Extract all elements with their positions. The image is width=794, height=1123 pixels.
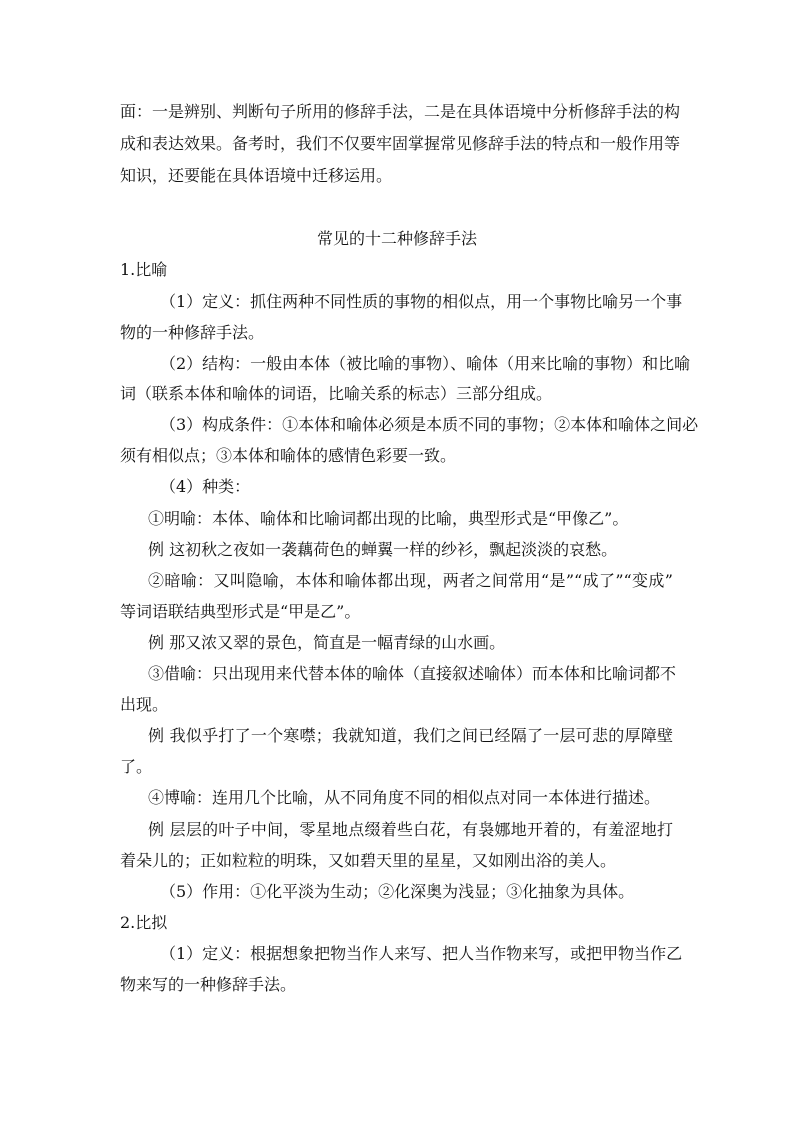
intro-line-1: 面：一是辨别、判断句子所用的修辞手法，二是在具体语境中分析修辞手法的构 [120, 102, 681, 121]
personification-definition-line-2: 物来写的一种修辞手法。 [120, 975, 297, 994]
effect-line: （5）作用：①化平淡为生动；②化深奥为浅显；③化抽象为具体。 [160, 882, 635, 901]
section-title: 常见的十二种修辞手法 [316, 229, 477, 248]
structure-line-1: （2）结构：一般由本体（被比喻的事物）、喻体（用来比喻的事物）和比喻 [160, 354, 691, 373]
personification-definition-line-1: （1）定义：根据想象把物当作人来写、把人当作物来写，或把甲物当作乙 [160, 944, 683, 963]
simile-definition: ①明喻：本体、喻体和比喻词都出现的比喻，典型形式是“甲像乙”。 [148, 509, 629, 528]
metonymy-line-2: 出现。 [120, 695, 169, 714]
metonymy-line-1: ③借喻：只出现用来代替本体的喻体（直接叙述喻体）而本体和比喻词都不 [148, 664, 677, 683]
metaphor-line-1: ②暗喻：又叫隐喻，本体和喻体都出现，两者之间常用“是”“成了”“变成” [148, 571, 673, 590]
intro-line-2: 成和表达效果。备考时，我们不仅要牢固掌握常见修辞手法的特点和一般作用等 [120, 134, 681, 153]
metonymy-example-line-1: 例 我似乎打了一个寒噤；我就知道，我们之间已经隔了一层可悲的厚障壁 [148, 726, 673, 745]
section-heading-personification: 2.比拟 [120, 913, 168, 932]
metaphor-line-2: 等词语联结典型形式是“甲是乙”。 [120, 602, 361, 621]
definition-line-2: 物的一种修辞手法。 [120, 323, 265, 342]
definition-line-1: （1）定义：抓住两种不同性质的事物的相似点，用一个事物比喻另一个事 [160, 292, 683, 311]
types-heading: （4）种类： [160, 477, 251, 496]
extended-metaphor-definition: ④博喻：连用几个比喻，从不同角度不同的相似点对同一本体进行描述。 [148, 788, 661, 807]
intro-line-3: 知识，还要能在具体语境中迁移运用。 [120, 166, 393, 185]
conditions-line-2: 须有相似点；③本体和喻体的感情色彩要一致。 [120, 446, 457, 465]
conditions-line-1: （3）构成条件：①本体和喻体必须是本质不同的事物；②本体和喻体之间必 [160, 415, 699, 434]
simile-example: 例 这初秋之夜如一袭藕荷色的蝉翼一样的纱衫，飘起淡淡的哀愁。 [148, 540, 618, 559]
extended-example-line-1: 例 层层的叶子中间，零星地点缀着些白花，有袅娜地开着的，有羞涩地打 [148, 820, 673, 839]
metonymy-example-line-2: 了。 [120, 757, 153, 776]
metaphor-example: 例 那又浓又翠的景色，简直是一幅青绿的山水画。 [148, 633, 506, 652]
extended-example-line-2: 着朵儿的；正如粒粒的明珠，又如碧天里的星星，又如刚出浴的美人。 [120, 851, 617, 870]
section-heading-metaphor: 1.比喻 [120, 260, 168, 279]
structure-line-2: 词（联系本体和喻体的词语，比喻关系的标志）三部分组成。 [120, 384, 553, 403]
